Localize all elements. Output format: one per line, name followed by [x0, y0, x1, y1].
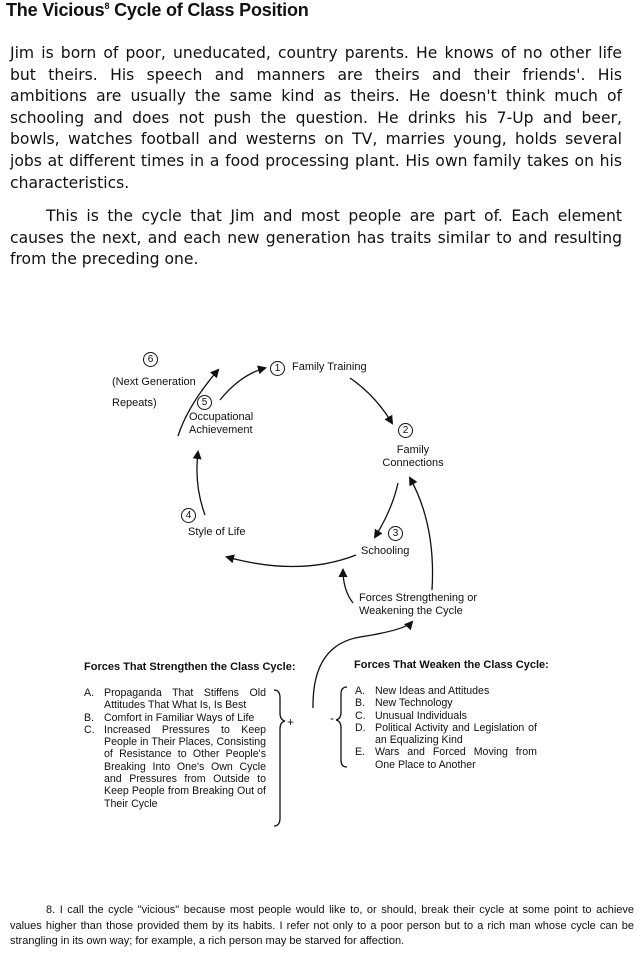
arrow-schooling-to-style	[227, 555, 356, 567]
cycle-paragraph: This is the cycle that Jim and most people are part of. Each element causes the next, and each new generation has traits similar to and resulting from the preceding one.	[10, 207, 622, 269]
list-item: C. Increased Pressures to Keep People in Their Places, Consisting of Resistance to Other People's Breaking Into One's Own Cycle and Pressures from Outside to Keep People from Breaking Out of Their Cycle	[84, 723, 266, 810]
arrow-occupation-to-training	[220, 368, 265, 400]
node-number-3: 3	[388, 526, 403, 541]
list-item: A. New Ideas and Attitudes	[355, 685, 490, 697]
intro-paragraph: Jim is born of poor, uneducated, country parents. He knows of no other life but theirs. His speech and manners are theirs and their friends'. His ambitions are usually the same kind as theirs. He doesn't think much of schooling and does not push the question. He drinks his 7-Up and beer, bowls, watches football and westerns on TV, marries young, holds several jobs at different times in a food processing plant. His own family takes on his characteristics.	[10, 44, 622, 192]
node-label-schooling: Schooling	[361, 545, 410, 557]
plus-sign: +	[287, 715, 295, 729]
weaken-heading: Forces That Weaken the Class Cycle:	[354, 659, 549, 671]
node-number-5: 5	[197, 395, 212, 410]
node-number-6: 6	[143, 352, 158, 367]
list-item: E. Wars and Forced Moving from One Place to Another	[355, 746, 537, 771]
weaken-brace	[336, 687, 347, 767]
list-item: D. Political Activity and Legislation of an Equalizing Kind	[355, 721, 537, 747]
strengthen-brace	[274, 690, 285, 826]
node-label-occupational-achievement: Occupational Achievement	[189, 411, 254, 436]
node-number-4: 4	[181, 508, 196, 523]
arrow-occupation-to-next-generation	[178, 370, 218, 436]
node-label-next-generation: (Next Generation Repeats)	[112, 376, 196, 409]
list-item: C. Unusual Individuals	[355, 709, 467, 722]
list-item: A. Propaganda That Stiffens Old Attitudes That What Is, Is Best	[84, 687, 266, 712]
footnote: 8. I call the cycle "vicious" because most people would like to, or should, break their cycle at some point to achieve values higher than those provided them by its habits. I refer not only to a poor person but to a rich man whose cycle can be strangling in its own way; for example, a rich person may be starved for affection.	[10, 904, 634, 947]
arrow-forces-to-connections	[410, 478, 433, 590]
list-item: B. Comfort in Familiar Ways of Life	[84, 711, 255, 724]
strengthen-list	[84, 687, 266, 810]
node-label-family-training: Family Training	[292, 361, 367, 373]
page-title: The Vicious$^8$ Cycle of Class Position	[6, 0, 309, 20]
node-label-style-of-life: Style of Life	[188, 526, 246, 538]
minus-sign: -	[330, 711, 334, 725]
arrow-style-to-occupation	[197, 452, 205, 515]
arrow-forces-to-cycle	[343, 570, 353, 603]
footnote-marker: 8	[104, 1, 110, 11]
node-label-family-connections: Family Connections	[382, 444, 444, 469]
node-number-2: 2	[398, 423, 413, 438]
arrow-training-to-connections	[350, 378, 392, 423]
strengthen-heading: Forces That Strengthen the Class Cycle:	[84, 661, 296, 673]
weaken-list	[355, 685, 537, 771]
node-number-1: 1	[270, 361, 285, 376]
arrow-connections-to-schooling	[375, 483, 398, 537]
forces-label: Forces Strengthening or Weakening the Cycle	[359, 592, 478, 617]
list-item: B. New Technology	[355, 697, 453, 710]
